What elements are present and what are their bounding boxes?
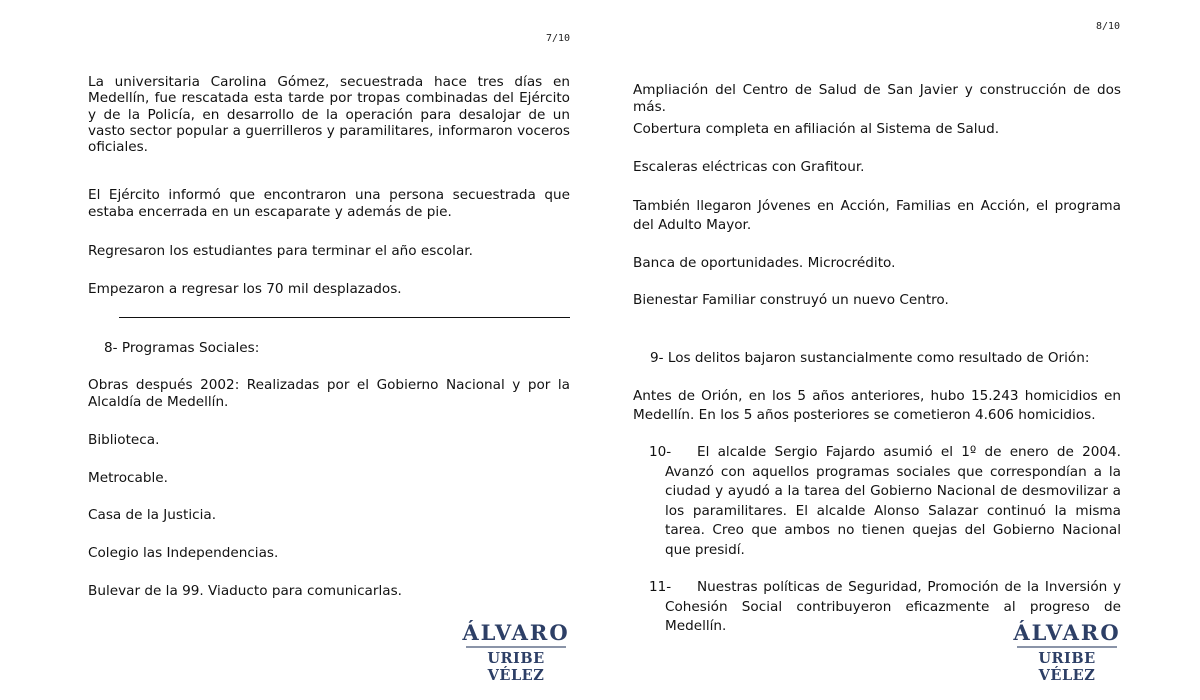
logo-name: ÁLVARO [1013, 620, 1121, 645]
list-item: Ampliación del Centro de Salud de San Javier y construcción de dos más. [633, 82, 1121, 115]
logo-name: ÁLVARO [462, 620, 570, 645]
section-divider [119, 317, 570, 318]
paragraph-homicides: Antes de Orión, en los 5 años anteriores, hubo 15.243 homicidios en Medellín. En los 5 años posteriores se cometieron 4.606 homicidios. [633, 388, 1121, 423]
section-heading-crime: 9- Los delitos bajaron sustancialmente como resultado de Orión: [650, 350, 1090, 366]
list-item: Escaleras eléctricas con Grafitour. [633, 159, 865, 175]
list-item: Banca de oportunidades. Microcrédito. [633, 255, 896, 271]
list-item: Metrocable. [88, 470, 168, 486]
numbered-item-10 [649, 443, 1121, 560]
item-text: El alcalde Sergio Fajardo asumió el 1º de enero de 2004. Avanzó con aquellos programas sociales que correspondían a la ciudad y ayudó a la tarea del Gobierno Nacional de desmovilizar a los paramilitares. El alcalde Alonso Salazar continuó la misma tarea. Creo que ambos no tienen quejas del Gobierno Nacional que presidí. [665, 444, 1121, 558]
list-item: Colegio las Independencias. [88, 545, 279, 561]
list-item: También llegaron Jóvenes en Acción, Familias en Acción, el programa del Adulto Mayor. [633, 198, 1121, 233]
paragraph-students: Regresaron los estudiantes para terminar el año escolar. [88, 243, 473, 259]
logo-rule [1017, 646, 1117, 648]
item-number: 10- [649, 444, 672, 460]
item-number: 11- [649, 579, 672, 595]
list-item: Obras después 2002: Realizadas por el Gobierno Nacional y por la Alcaldía de Medellín. [88, 377, 570, 410]
page-number-right: 8/10 [1096, 21, 1121, 32]
paragraph-displaced: Empezaron a regresar los 70 mil desplazados. [88, 281, 402, 297]
logo-left [462, 621, 570, 684]
logo-surname: URIBE VÉLEZ [487, 650, 545, 684]
list-item: Biblioteca. [88, 432, 160, 448]
list-item: Casa de la Justicia. [88, 507, 217, 523]
list-item: Cobertura completa en afiliación al Sistema de Salud. [633, 121, 1000, 137]
logo-right [1013, 621, 1121, 684]
logo-rule [466, 646, 566, 648]
logo-surname: URIBE VÉLEZ [1038, 650, 1096, 684]
list-item: Bienestar Familiar construyó un nuevo Centro. [633, 292, 949, 308]
paragraph-rescue: La universitaria Carolina Gómez, secuestrada hace tres días en Medellín, fue rescatada esta tarde por tropas combinadas del Ejército y de la Policía, en desarrollo de la operación para desalojar de un vasto sector popular a guerrilleros y paramilitares, informaron voceros oficiales. [88, 74, 570, 156]
paragraph-army-report: El Ejército informó que encontraron una persona secuestrada que estaba encerrada en un escaparate y además de pie. [88, 187, 570, 220]
section-heading-social-programs: 8- Programas Sociales: [104, 340, 260, 356]
list-item: Bulevar de la 99. Viaducto para comunicarlas. [88, 583, 402, 599]
page-number-left: 7/10 [546, 33, 571, 44]
item-text: Nuestras políticas de Seguridad, Promoción de la Inversión y Cohesión Social contribuyeron eficazmente al progreso de Medellín. [665, 579, 1121, 634]
